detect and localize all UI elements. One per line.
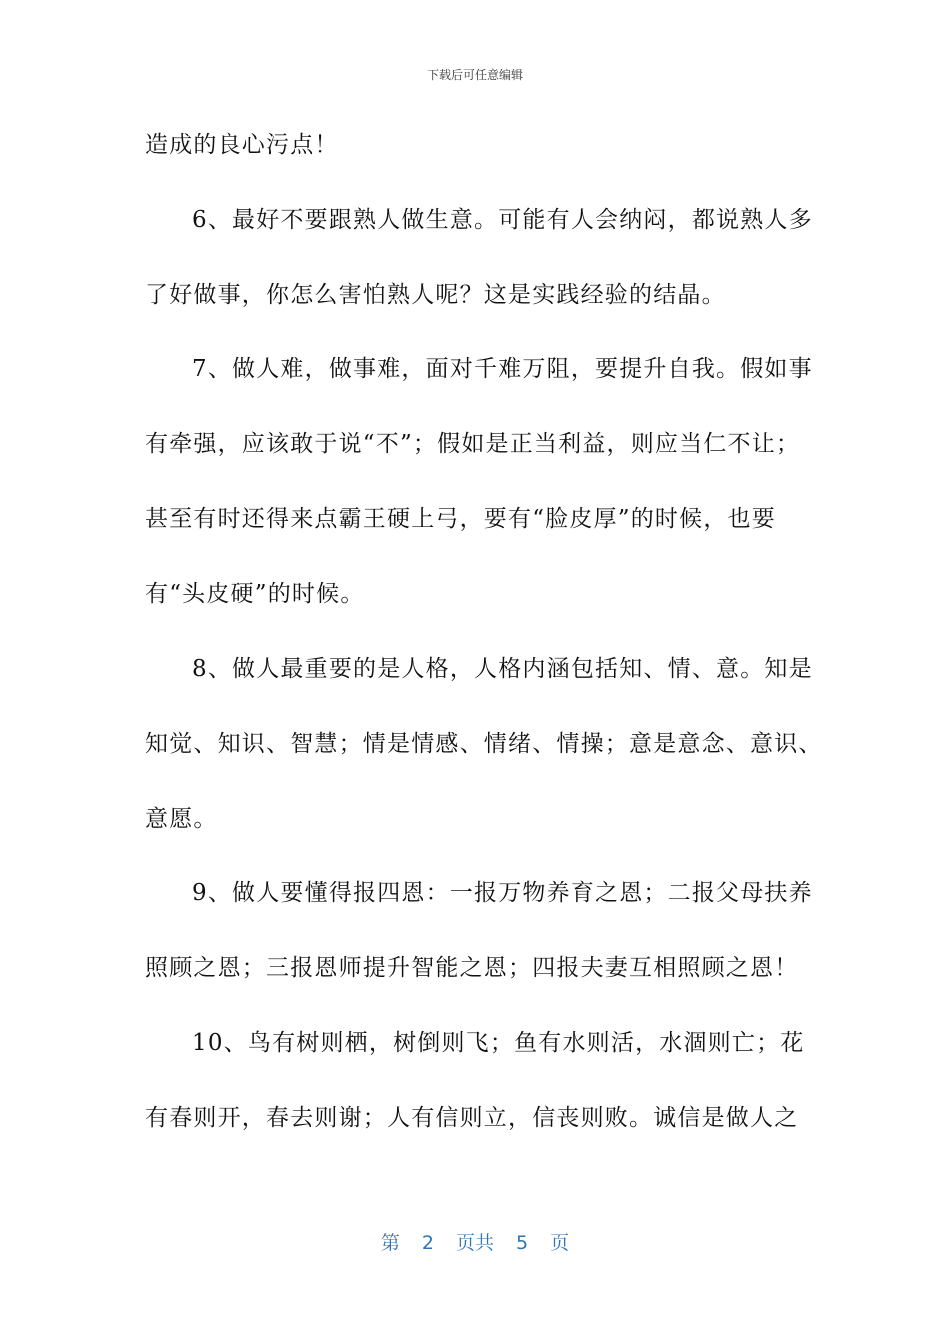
body-line: 知觉、知识、智慧；情是情感、情绪、情操；意是意念、意识、 [145,731,823,757]
page-header: 下载后可任意编辑 [426,68,523,82]
body-line: 造成的良心污点！ [145,132,339,158]
page-footer [0,1228,950,1255]
body-line: 有春则开，春去则谢；人有信则立，信丧则败。诚信是做人之 [145,1105,799,1131]
footer-page-end: 页 [550,1232,570,1254]
body-line: 有“头皮硬”的时候。 [145,581,365,607]
body-line: 了好做事，你怎么害怕熟人呢？这是实践经验的结晶。 [145,282,726,308]
body-line: 甚至有时还得来点霸王硬上弓，要有“脸皮厚”的时候，也要 [145,506,776,532]
footer-page-word: 第 [380,1232,400,1254]
paragraph-start-line: 10、鸟有树则栖，树倒则飞；鱼有水则活，水涸则亡；花 [192,1030,805,1056]
body-line: 照顾之恩；三报恩师提升智能之恩；四报夫妻互相照顾之恩！ [145,955,799,981]
paragraph-start-line: 9、做人要懂得报四恩：一报万物养育之恩；二报父母扶养 [192,880,813,906]
footer-total-pages: 5 [516,1232,529,1254]
paragraph-start-line: 6、最好不要跟熟人做生意。可能有人会纳闷，都说熟人多 [192,207,813,233]
paragraph-start-line: 8、做人最重要的是人格，人格内涵包括知、情、意。知是 [192,656,813,682]
paragraph-start-line: 7、做人难，做事难，面对千难万阻，要提升自我。假如事 [192,356,813,382]
footer-page-of: 页共 [455,1232,494,1254]
body-line: 意愿。 [145,806,218,832]
body-line: 有牵强，应该敢于说“不”；假如是正当利益，则应当仁不让； [145,431,801,457]
footer-current-page: 2 [421,1232,434,1254]
